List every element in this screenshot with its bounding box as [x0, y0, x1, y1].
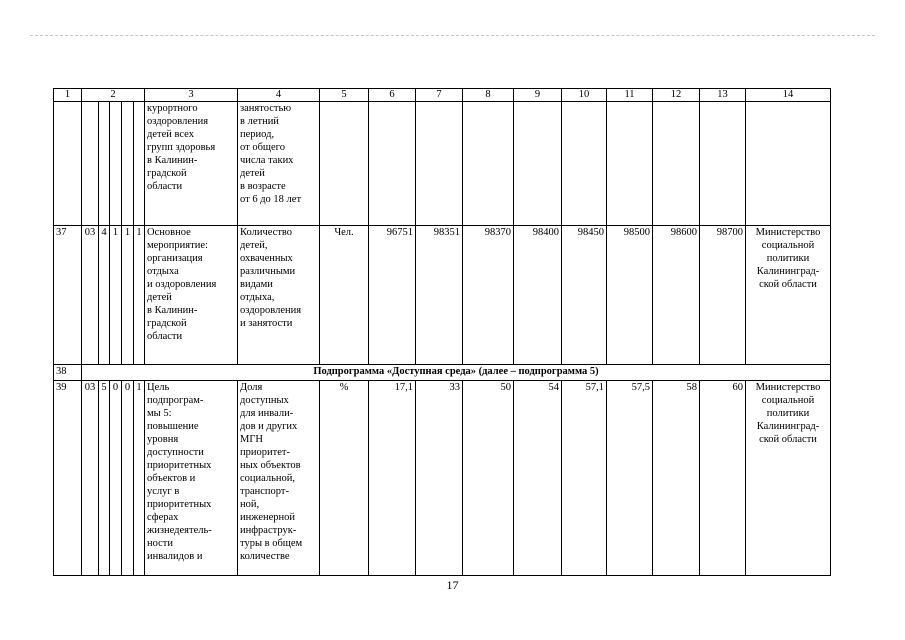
code-cell: 5 — [99, 381, 110, 576]
value-cell: 54 — [514, 381, 562, 576]
subprogram-title: Подпрограмма «Доступная среда» (далее – подпрограмма 5) — [82, 365, 831, 381]
table-row-38 — [54, 365, 831, 381]
cont-indicator-cell: занятостью в летний период, от общего числа таких детей в возрасте от 6 до 18 лет — [238, 102, 320, 226]
value-cell: 98700 — [700, 226, 746, 365]
column-number-row — [54, 89, 831, 102]
value-cell: 60 — [700, 381, 746, 576]
indicators-table — [53, 88, 831, 576]
col-header-5: 5 — [320, 89, 369, 102]
col-header-9: 9 — [514, 89, 562, 102]
indicator-name: Доля доступных для инвали- дов и других МГН приоритет- ных объектов социальной, транспорт- ной, инженерной инфраструк- туры в общем количестве — [238, 381, 320, 576]
scan-edge-line — [30, 35, 875, 36]
col-header-2: 2 — [82, 89, 145, 102]
col-header-1: 1 — [54, 89, 82, 102]
code-cell: 0 — [122, 381, 134, 576]
activity-name: Основное мероприятие: организация отдыха и оздоровления детей в Калинин- градской области — [145, 226, 238, 365]
col-header-7: 7 — [416, 89, 463, 102]
col-header-14: 14 — [746, 89, 831, 102]
code-cell: 1 — [134, 226, 145, 365]
unit-cell: % — [320, 381, 369, 576]
row-number: 38 — [54, 365, 82, 381]
code-cell: 4 — [99, 226, 110, 365]
value-cell: 98450 — [562, 226, 607, 365]
col-header-12: 12 — [653, 89, 700, 102]
value-cell: 98370 — [463, 226, 514, 365]
indicator-name: Количество детей, охваченных различными видами отдыха, оздоровления и занятости — [238, 226, 320, 365]
page-number: 17 — [446, 578, 459, 592]
value-cell: 98500 — [607, 226, 653, 365]
row-number: 39 — [54, 381, 82, 576]
table-row-39 — [54, 381, 831, 576]
value-cell: 58 — [653, 381, 700, 576]
value-cell: 96751 — [369, 226, 416, 365]
continuation-row — [54, 102, 831, 226]
code-cell: 1 — [110, 226, 122, 365]
value-cell: 57,5 — [607, 381, 653, 576]
value-cell: 17,1 — [369, 381, 416, 576]
col-header-4: 4 — [238, 89, 320, 102]
row-number: 37 — [54, 226, 82, 365]
unit-cell: Чел. — [320, 226, 369, 365]
value-cell: 98351 — [416, 226, 463, 365]
col-header-8: 8 — [463, 89, 514, 102]
code-cell: 1 — [134, 381, 145, 576]
table-row-37 — [54, 226, 831, 365]
col-header-10: 10 — [562, 89, 607, 102]
value-cell: 57,1 — [562, 381, 607, 576]
col-header-13: 13 — [700, 89, 746, 102]
value-cell: 98600 — [653, 226, 700, 365]
value-cell: 33 — [416, 381, 463, 576]
code-cell: 0 — [110, 381, 122, 576]
cont-name-cell: курортного оздоровления детей всех групп здоровья в Калинин- градской области — [145, 102, 238, 226]
code-cell: 03 — [82, 226, 99, 365]
value-cell: 50 — [463, 381, 514, 576]
value-cell: 98400 — [514, 226, 562, 365]
code-cell: 1 — [122, 226, 134, 365]
goal-name: Цель подпрограм- мы 5: повышение уровня доступности приоритетных объектов и услуг в приоритетных сферах жизнедеятель- ности инвалидов и — [145, 381, 238, 576]
col-header-6: 6 — [369, 89, 416, 102]
responsible-cell: Министерство социальной политики Калининград- ской области — [746, 381, 831, 576]
responsible-cell: Министерство социальной политики Калининград- ской области — [746, 226, 831, 365]
col-header-11: 11 — [607, 89, 653, 102]
code-cell: 03 — [82, 381, 99, 576]
col-header-3: 3 — [145, 89, 238, 102]
